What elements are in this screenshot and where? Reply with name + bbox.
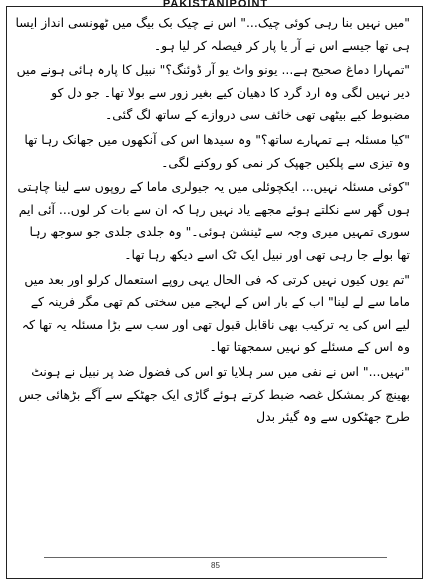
paragraph-3: "کیا مسئلہ ہے تمہارے ساتھ؟" وہ سیدھا اس کی آنکھوں میں جھانک رہا تھا وہ تیزی سے پلکیں جھپک کر نمی کو روکنے لگی۔ — [24, 131, 410, 170]
footer-divider — [44, 557, 387, 558]
paragraph-6: "نہیں..." اس نے نفی میں سر ہلایا تو اس کی فضول ضد پر نبیل نے ہونٹ بھینچ کر بمشکل غصہ ضبط کرتے ہوئے گاڑی ایک جھٹکے سے آگے بڑھائی جس طرح جھٹکوں سے وہ گیئر بدل — [18, 363, 410, 425]
page-number: 85 — [211, 561, 220, 570]
site-watermark-header — [0, 0, 431, 10]
paragraph-4: "کوئی مسئلہ نہیں... ایکچوئلی میں یہ جیولری ماما کے روپوں سے لینا چاہتی ہوں گھر سے نکلتے ہوئے مجھے یاد نہیں رہا کہ ان سے بات کر لوں... آئی ایم سوری تمہیں میری وجہ سے ٹینشن ہوئی۔" وہ جلدی جلدی جو سوجھ رہا تھا بولے جا رہی تھی اور نبیل ایک ٹک اسے دیکھ رہا تھا۔ — [17, 179, 410, 262]
paragraph-5: "تم یوں کیوں نہیں کرتی کہ فی الحال یہی روپے استعمال کرلو اور بعد میں ماما سے لے لینا" اب کے بار اس کے لہجے میں سختی کم تھی مگر فرینہ کے لیے اس کی یہ ترکیب بھی ناقابل قبول تھی اور سب سے بڑا مسئلہ یہ تھا کہ وہ اس کے مسئلے کو نہیں سمجھتا تھا۔ — [21, 271, 410, 355]
site-watermark-text: PAKISTANIPOINT — [162, 0, 269, 10]
paragraph-1: "میں نہیں بنا رہی کوئی چیک..." اس نے چیک بک بیگ میں ٹھونسی انداز ایسا ہی تھا جیسے اس نے آر یا پار کر فیصلہ کر لیا ہو۔ — [15, 15, 410, 53]
paragraph-2: "تمہارا دماغ صحیح ہے... یونو واٹ یو آر ڈوئنگ؟" نبیل کا پارہ ہائی ہونے میں دیر نہیں لگی وہ ارد گرد کا دھیان کیے بغیر زور سے بولا تھا۔ جو دل کو مضبوط کیے بیٹھی تھی خائف سی دروازے کے ساتھ لگ گئی۔ — [16, 62, 410, 123]
novel-body-text — [14, 12, 410, 552]
